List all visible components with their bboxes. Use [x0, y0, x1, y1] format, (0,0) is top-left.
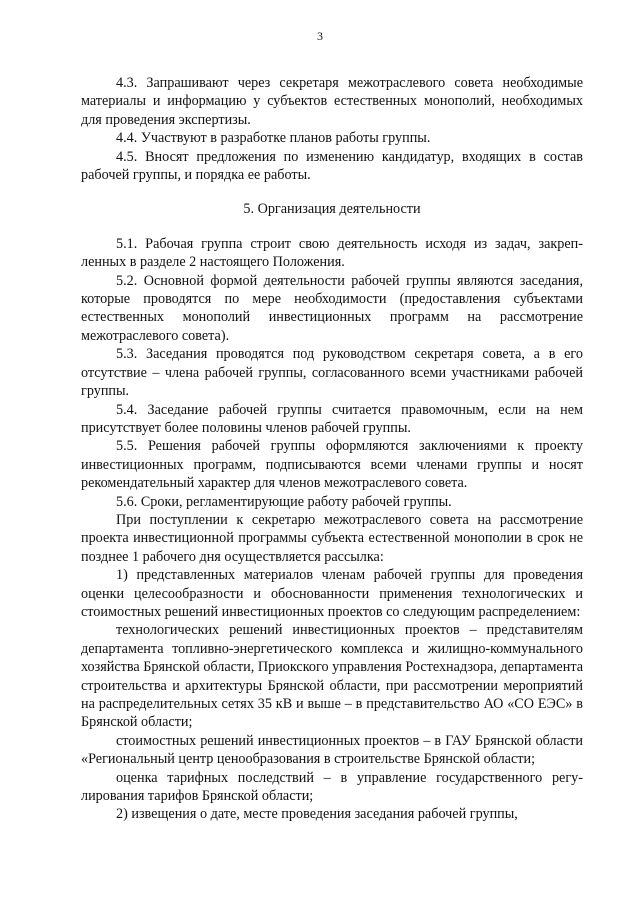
paragraph-item-1: 1) представленных материалов членам рабочей группы для проведения оценки целесообразности и обоснованности применения технологических и стоимостных решений инвестиционных проектов со следующим распределением:	[81, 567, 583, 620]
paragraph-cost: стоимостных решений инвестиционных проектов – в ГАУ Брянской области «Региональный центр ценообразования в строительстве Брянской области;	[81, 732, 583, 768]
paragraph-5-6: 5.6. Сроки, регламентирующие работу рабочей группы.	[116, 493, 452, 510]
paragraph-4-5: 4.5. Вносят предложения по изменению кандидатур, входящих в состав рабочей группы, и порядка ее работы.	[81, 148, 583, 184]
document-body	[81, 74, 583, 824]
paragraph-technological: технологических решений инвестиционных проектов – представителям департамента топливно-энергетического комплекса и жилищно-коммунального хозяйства Брянской области, Приокского управления Ростехнадзора, департамента строительства и архитектуры Брянской области, при рассмотрении мероприятий на распределительных сетях 35 кВ и выше – в представительство АО «СО ЕЭС» в Брянской области;	[81, 622, 583, 731]
paragraph-item-2: 2) извещения о дате, месте проведения заседания рабочей группы,	[116, 806, 518, 823]
paragraph-submission: При поступлении к секретарю межотраслевого совета на рассмотрение проекта инвестиционной программы субъекта естественной монополии в срок не позднее 1 рабочего дня осуществляется рассылка:	[81, 511, 583, 565]
paragraph-5-5: 5.5. Решения рабочей группы оформляются заключениями к проекту инвестиционных программ, подписываются всеми членами группы и носят рекомендательный характер для членов межотраслевого совета.	[81, 438, 583, 492]
paragraph-tariff: оценка тарифных последствий – в управление государственного регулирования тарифов Брянской области;	[81, 769, 583, 805]
paragraph-5-1: 5.1. Рабочая группа строит свою деятельность исходя из задач, закрепленных в разделе 2 настоящего Положения.	[81, 235, 583, 271]
paragraph-5-4: 5.4. Заседание рабочей группы считается правомочным, если на нем присутствует более половины членов рабочей группы.	[81, 401, 583, 436]
page-number: 3	[317, 29, 323, 43]
paragraph-4-4: 4.4. Участвуют в разработке планов работы группы.	[116, 130, 431, 147]
paragraph-4-3: 4.3. Запрашивают через секретаря межотраслевого совета необходимые материалы и информацию у субъектов естественных монополий, необходимых для проведения экспертизы.	[81, 75, 583, 128]
paragraph-5-3: 5.3. Заседания проводятся под руководством секретаря совета, а в его отсутствие – члена рабочей группы, согласованного всеми участниками рабочей группы.	[81, 346, 583, 400]
section-heading: 5. Организация деятельности	[243, 201, 421, 218]
paragraph-5-2: 5.2. Основной формой деятельности рабочей группы являются заседания, которые проводятся по мере необходимости (предоставления субъектами естественных монополий инвестиционных программ на рассмотрение межотраслевого совета).	[81, 272, 583, 344]
